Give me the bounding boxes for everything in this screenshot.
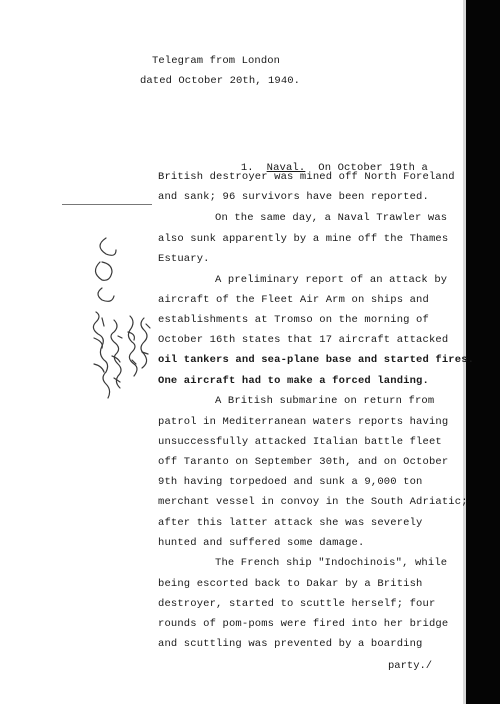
text-line: The French ship "Indochinois", while <box>215 557 448 569</box>
scan-edge-bar <box>466 0 500 704</box>
text-line: and scuttling was prevented by a boarding <box>158 638 423 650</box>
text-line: also sunk apparently by a mine off the Thames <box>158 233 449 245</box>
text-line: October 16th states that 17 aircraft attacked <box>158 334 449 346</box>
margin-rule <box>62 204 152 205</box>
text-line: On the same day, a Naval Trawler was <box>215 212 448 224</box>
text-line: aircraft of the Fleet Air Arm on ships and <box>158 294 429 306</box>
text-line: establishments at Tromso on the morning of <box>158 314 429 326</box>
text-line: Estuary. <box>158 253 210 265</box>
text-line: off Taranto on September 30th, and on October <box>158 456 449 468</box>
paragraph-text: On October 19th a <box>318 162 428 174</box>
text-line: One aircraft had to make a forced landing. <box>158 375 429 387</box>
text-line: hunted and suffered some damage. <box>158 537 365 549</box>
text-line: and sank; 96 survivors have been reported. <box>158 191 429 203</box>
text-line: British destroyer was mined off North Foreland <box>158 171 455 183</box>
paragraph-number: 1. <box>240 162 254 174</box>
text-line: destroyer, started to scuttle herself; four <box>158 598 436 610</box>
text-line: being escorted back to Dakar by a British <box>158 578 423 590</box>
text-line: after this latter attack she was severely <box>158 517 423 529</box>
section-heading: Naval. <box>266 162 306 174</box>
text-line: unsuccessfully attacked Italian battle fleet <box>158 436 442 448</box>
text-line: A preliminary report of an attack by <box>215 274 448 286</box>
text-line: patrol in Mediterranean waters reports having <box>158 416 449 428</box>
header-title: Telegram from London <box>152 55 281 67</box>
header-date: dated October 20th, 1940. <box>140 75 301 87</box>
text-line: 9th having torpedoed and sunk a 9,000 ton <box>158 476 423 488</box>
text-line: rounds of pom-poms were fired into her bridge <box>158 618 449 630</box>
continuation-mark: party./ <box>388 660 433 672</box>
handwritten-margin-annotation <box>88 228 158 428</box>
text-line: A British submarine on return from <box>215 395 435 407</box>
text-line: merchant vessel in convoy in the South Adriatic; <box>158 496 468 508</box>
text-line: oil tankers and sea-plane base and started fires. <box>158 354 475 366</box>
